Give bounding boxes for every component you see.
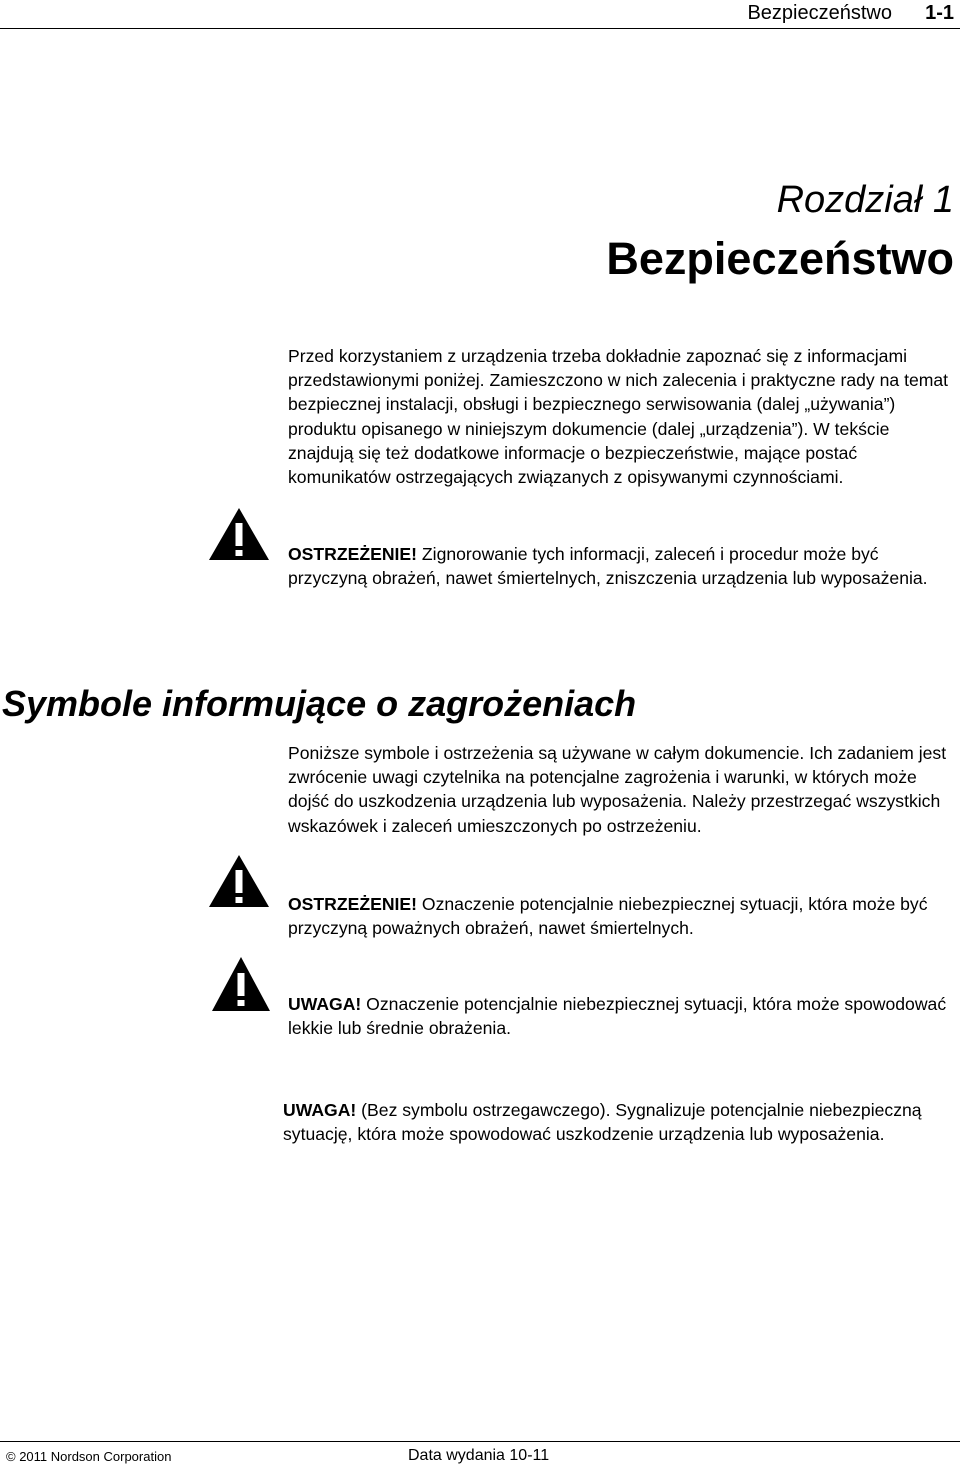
symbol-item-label: OSTRZEŻENIE! xyxy=(288,894,418,914)
warning-label: OSTRZEŻENIE! xyxy=(288,544,418,564)
symbol-item-text: Oznaczenie potencjalnie niebezpiecznej sytuacji, która może być przyczyną poważnych obrażeń, nawet śmiertelnych. xyxy=(288,894,928,939)
footer-divider xyxy=(0,1441,960,1442)
warning-text: Zignorowanie tych informacji, zaleceń i procedur może być przyczyną obrażeń, nawet śmiertelnych, zniszczenia urządzenia lub wyposażenia. xyxy=(288,544,928,589)
chapter-label: Rozdział 1 xyxy=(776,179,954,221)
section-title: Symbole informujące o zagrożeniach xyxy=(2,683,637,724)
symbol-item-text: Oznaczenie potencjalnie niebezpiecznej sytuacji, która może spowodować lekkie lub średnie obrażenia. xyxy=(288,994,947,1039)
header-divider xyxy=(0,28,960,29)
chapter-title: Bezpieczeństwo xyxy=(606,233,954,284)
page-number: 1-1 xyxy=(925,2,954,24)
warning-triangle-icon xyxy=(207,506,271,562)
symbol-item-caution-no-symbol xyxy=(283,1098,953,1146)
section-intro-paragraph: Poniższe symbole i ostrzeżenia są używane w całym dokumencie. Ich zadaniem jest zwrócenie uwagi czytelnika na potencjalne zagrożenia i warunki, w których może dojść do uszkodzenia urządzenia lub wyposażenia. Należy przestrzegać wszystkich wskazówek i zaleceń umieszczonych po ostrzeżeniu. xyxy=(288,743,947,836)
symbol-item-label: UWAGA! xyxy=(288,994,362,1014)
footer-date: Data wydania 10-11 xyxy=(408,1447,550,1464)
symbol-item-warning xyxy=(288,892,953,940)
warning-message-1 xyxy=(288,542,953,590)
footer-copyright: © 2011 Nordson Corporation xyxy=(6,1449,172,1464)
caution-triangle-icon xyxy=(210,955,272,1013)
symbol-item-text: (Bez symbolu ostrzegawczego). Sygnalizuje potencjalnie niebezpieczną sytuację, która może spowodować uszkodzenie urządzenia lub wyposażenia. xyxy=(283,1100,922,1145)
intro-paragraph: Przed korzystaniem z urządzenia trzeba dokładnie zapoznać się z informacjami przedstawionymi poniżej. Zamieszczono w nich zalecenia i praktyczne rady na temat bezpiecznej instalacji, obsługi i bezpiecznego serwisowania (dalej „używania”) produktu opisanego w niniejszym dokumencie (dalej „urządzenia”). W tekście znajdują się też dodatkowe informacje o bezpieczeństwie, mające postać komunikatów ostrzegających związanych z opisywanymi czynnościami. xyxy=(288,346,949,488)
symbol-item-label: UWAGA! xyxy=(283,1100,357,1120)
warning-triangle-icon xyxy=(207,853,271,909)
running-header-title: Bezpieczeństwo xyxy=(747,2,892,24)
symbol-item-caution xyxy=(288,992,953,1040)
